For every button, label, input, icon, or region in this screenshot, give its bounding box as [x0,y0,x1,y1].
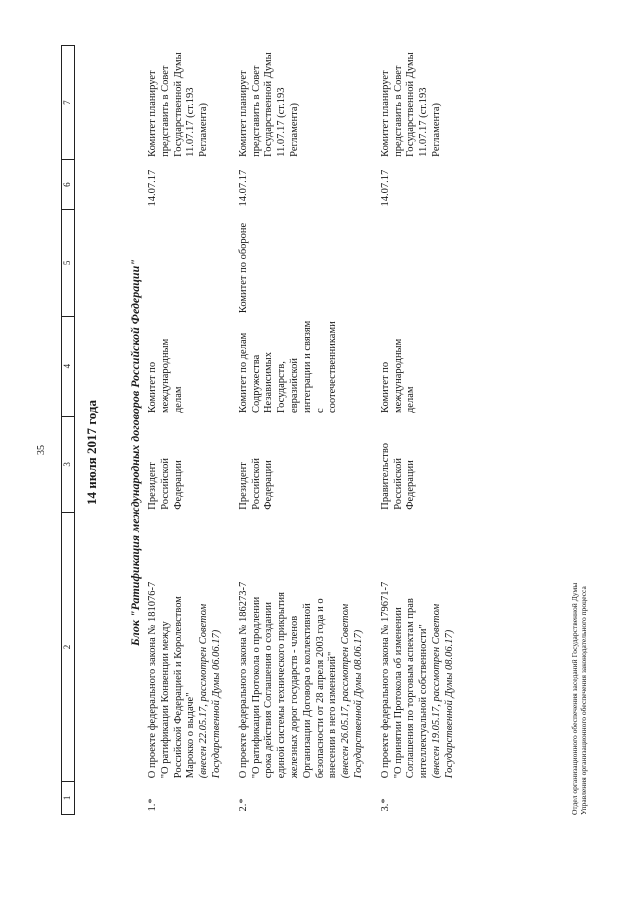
bill-title-line: О проекте федерального закона № 181076-7 [147,581,158,779]
row-number: 1.* [147,798,158,812]
row-number: 3.* [379,798,391,812]
bill-title-line: внесении в него изменений" [327,651,339,779]
column-header-7: 7 [62,46,75,160]
bill-note-line: (внесен 22.05.17, рассмотрен Советом [198,603,210,779]
column-header-6: 6 [62,160,75,210]
date-title: 14 июля 2017 года [84,400,99,505]
column-header-5: 5 [62,209,75,316]
agenda-table [61,45,469,815]
footer-line: Управления организационного обеспечения законодательного процесса [579,586,589,815]
bill-note-line: Государственной Думы 06.06.17) [210,629,222,779]
table-row [236,46,378,815]
page-number: 35 [36,445,47,455]
column-header-1: 1 [62,781,75,814]
status-note: Комитет планирует представить в Совет Государственной Думы 11.07.17 (ст.193 Регламента) [147,52,210,157]
bill-note-line: (внесен 19.05.17, рассмотрен Советом [430,603,442,779]
status-note: Комитет планирует представить в Совет Государственной Думы 11.07.17 (ст.193 Регламента) [379,52,442,157]
bill-title-line: О проекте федерального закона № 179671-7 [379,581,391,779]
bill-title-line: Организации Договора о коллективной [301,603,313,779]
column-header-row [62,46,75,815]
bill-title-line: "О ратификации Протокола о продлении [250,596,262,779]
table-row [145,46,236,815]
initiator: Президент Российской Федерации [147,458,184,510]
bill-title-line: Соглашения по торговым аспектам прав [405,598,417,779]
bill-note-line: Государственной Думы 08.06.17) [443,629,455,779]
initiator: Правительство Российской Федерации [379,443,417,510]
responsible-committee: Комитет по международным делам [379,338,417,414]
bill-title-line: "О ратификации Конвенции между [159,621,171,779]
bill-title-line: интеллектуальной собственности" [418,624,430,779]
co-executor-committee [145,209,236,316]
column-header-3: 3 [62,416,75,513]
date: 14.07.17 [379,169,391,207]
bill-note-line: Государственной Думы 08.06.17) [352,629,364,779]
column-header-2: 2 [62,513,75,781]
bill-title-line: Марокко о выдаче" [185,692,197,779]
column-header-4: 4 [62,316,75,416]
initiator: Президент Российской Федерации [237,458,275,510]
footer [570,583,589,815]
bill-title-line: О проекте федерального закона № 186273-7 [237,581,249,779]
date: 14.07.17 [237,169,249,207]
date: 14.07.17 [147,169,158,207]
bill-title-line: Российской Федерацией и Королевством [172,596,184,779]
responsible-committee: Комитет по делам Содружества Независимых Государств, евразийской интеграции и связям с соотечественниками [237,320,339,414]
footer-line: Отдел организационного обеспечения заседаний Государственной Думы [570,582,579,815]
responsible-committee: Комитет по международным делам [147,338,184,414]
row-number: 2.* [237,798,249,812]
bill-title-line: единой системы технического прикрытия [276,592,288,779]
co-executor-committee [378,209,469,316]
block-title: Блок "Ратификация международных договоров Российской Федерации" [128,259,142,646]
bill-title-line: железных дорог государств - членов [288,615,300,779]
bill-title-line: "О принятии Протокола об изменении [392,607,404,779]
bill-title [378,513,469,781]
title-spacer-row [75,46,146,815]
bill-title [145,513,236,781]
bill-note-line: (внесен 26.05.17, рассмотрен Советом [340,603,352,779]
bill-title [236,513,378,781]
table-row [378,46,469,815]
bill-title-line: безопасности от 28 апреля 2003 года и о [314,598,326,779]
co-executor-committee: Комитет по обороне [237,222,249,314]
bill-title-line: срока действия Соглашения о создании [263,601,275,779]
status-note: Комитет планирует представить в Совет Государственной Думы 11.07.17 (ст.193 Регламента) [237,52,300,157]
